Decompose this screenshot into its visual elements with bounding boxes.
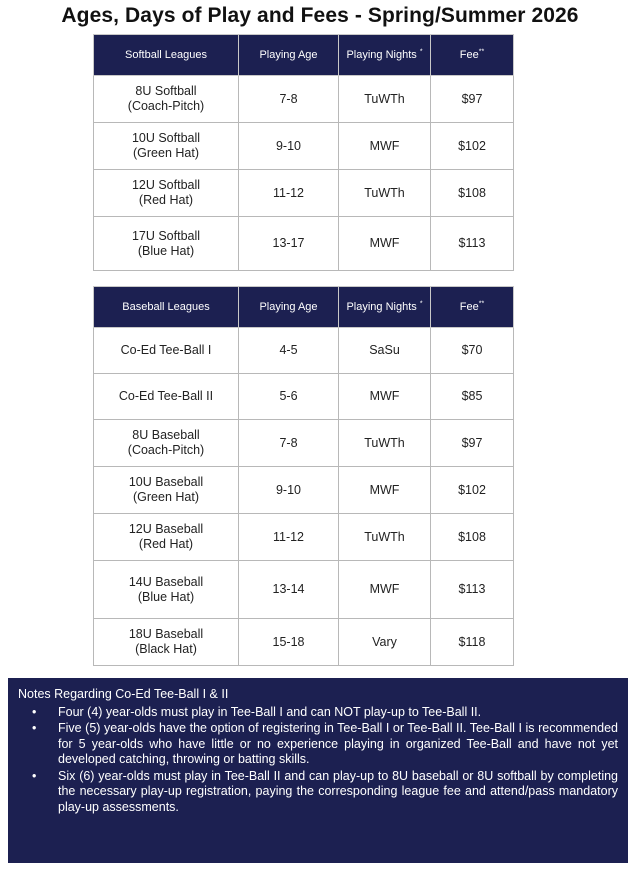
header-fee-label: Fee bbox=[459, 301, 479, 313]
league-name: 12U Baseball bbox=[128, 522, 204, 536]
playing-nights-cell: MWF bbox=[339, 561, 431, 619]
league-name: 18U Baseball bbox=[128, 627, 204, 641]
fee-cell: $118 bbox=[431, 619, 514, 666]
league-cell bbox=[94, 76, 239, 123]
league-name: 14U Baseball bbox=[128, 574, 204, 589]
header-playing-nights bbox=[339, 35, 431, 76]
table-row bbox=[94, 76, 514, 123]
league-cell bbox=[94, 420, 239, 467]
table-row bbox=[94, 467, 514, 514]
table-row bbox=[94, 170, 514, 217]
header-playing-nights bbox=[339, 287, 431, 328]
league-cell bbox=[94, 561, 239, 619]
bullet-icon: • bbox=[32, 704, 37, 719]
table-row bbox=[94, 420, 514, 467]
fee-cell: $113 bbox=[431, 217, 514, 271]
playing-nights-cell: MWF bbox=[339, 217, 431, 271]
notes-title: Notes Regarding Co-Ed Tee-Ball I & II bbox=[18, 687, 229, 701]
table-row bbox=[94, 374, 514, 420]
footnote-mark: ** bbox=[478, 48, 485, 56]
playing-age-cell: 5-6 bbox=[239, 374, 339, 420]
table-row bbox=[94, 123, 514, 170]
note-text: Five (5) year-olds have the option of registering in Tee-Ball I or Tee-Ball II. Tee-Ball I is recommended for 5 year-olds who have little or no experience playing in organized Tee-Ball and have not yet developed catching, throwing or batting skills. bbox=[58, 721, 618, 766]
league-subtitle: (Green Hat) bbox=[133, 146, 199, 160]
playing-age-cell: 9-10 bbox=[239, 467, 339, 514]
header-playing-nights-label: Playing Nights bbox=[346, 49, 417, 61]
playing-nights-cell: MWF bbox=[339, 123, 431, 170]
header-league: Baseball Leagues bbox=[94, 287, 239, 328]
playing-age-cell: 7-8 bbox=[239, 420, 339, 467]
league-cell bbox=[94, 170, 239, 217]
playing-nights-cell: MWF bbox=[339, 374, 431, 420]
league-name: Co-Ed Tee-Ball I bbox=[120, 343, 212, 357]
fee-cell: $97 bbox=[431, 420, 514, 467]
playing-nights-cell: Vary bbox=[339, 619, 431, 666]
league-cell bbox=[94, 514, 239, 561]
note-item bbox=[18, 721, 618, 768]
playing-nights-cell: TuWTh bbox=[339, 170, 431, 217]
softball-fees-table bbox=[93, 34, 514, 271]
playing-nights-cell: TuWTh bbox=[339, 76, 431, 123]
league-cell bbox=[94, 374, 239, 420]
league-name: 8U Baseball bbox=[132, 428, 200, 442]
league-cell bbox=[94, 619, 239, 666]
fee-cell: $108 bbox=[431, 170, 514, 217]
fee-cell: $108 bbox=[431, 514, 514, 561]
note-text: Six (6) year-olds must play in Tee-Ball II and can play-up to 8U baseball or 8U softball by completing the necessary play-up registration, paying the corresponding league fee and attend/pass mandatory play-up assessments. bbox=[58, 768, 618, 814]
league-subtitle: (Blue Hat) bbox=[137, 589, 195, 604]
notes-box bbox=[8, 678, 628, 863]
league-subtitle: (Red Hat) bbox=[138, 537, 194, 551]
playing-nights-cell: TuWTh bbox=[339, 514, 431, 561]
league-cell bbox=[94, 328, 239, 374]
notes-list bbox=[18, 705, 618, 816]
league-subtitle: (Black Hat) bbox=[135, 642, 197, 656]
playing-nights-cell: TuWTh bbox=[339, 420, 431, 467]
header-fee-label: Fee bbox=[459, 49, 479, 61]
league-name: 12U Softball bbox=[131, 178, 201, 192]
league-subtitle: (Coach-Pitch) bbox=[127, 443, 205, 457]
fee-cell: $97 bbox=[431, 76, 514, 123]
baseball-fees-table bbox=[93, 286, 514, 666]
playing-age-cell: 9-10 bbox=[239, 123, 339, 170]
footnote-mark: * bbox=[419, 300, 423, 308]
league-cell bbox=[94, 467, 239, 514]
league-name: Co-Ed Tee-Ball II bbox=[118, 389, 214, 403]
footnote-mark: ** bbox=[478, 300, 485, 308]
note-item bbox=[18, 705, 618, 721]
league-name: 8U Softball bbox=[135, 84, 197, 98]
table-row bbox=[94, 561, 514, 619]
bullet-icon: • bbox=[32, 721, 37, 735]
playing-nights-cell: SaSu bbox=[339, 328, 431, 374]
header-playing-nights-label: Playing Nights bbox=[346, 301, 417, 313]
footnote-mark: * bbox=[419, 48, 423, 56]
table-row bbox=[94, 328, 514, 374]
playing-nights-cell: MWF bbox=[339, 467, 431, 514]
fee-cell: $102 bbox=[431, 123, 514, 170]
bullet-icon: • bbox=[32, 768, 37, 783]
fee-cell: $70 bbox=[431, 328, 514, 374]
league-cell bbox=[94, 217, 239, 271]
header-league: Softball Leagues bbox=[94, 35, 239, 76]
playing-age-cell: 7-8 bbox=[239, 76, 339, 123]
playing-age-cell: 15-18 bbox=[239, 619, 339, 666]
league-name: 10U Baseball bbox=[128, 475, 204, 489]
header-playing-age: Playing Age bbox=[239, 287, 339, 328]
page-title: Ages, Days of Play and Fees - Spring/Summer 2026 bbox=[61, 4, 579, 27]
table-row bbox=[94, 514, 514, 561]
fee-cell: $102 bbox=[431, 467, 514, 514]
playing-age-cell: 4-5 bbox=[239, 328, 339, 374]
table-row bbox=[94, 217, 514, 271]
playing-age-cell: 13-14 bbox=[239, 561, 339, 619]
note-text: Four (4) year-olds must play in Tee-Ball I and can NOT play-up to Tee-Ball II. bbox=[58, 704, 482, 719]
playing-age-cell: 11-12 bbox=[239, 170, 339, 217]
league-cell bbox=[94, 123, 239, 170]
table-header-row bbox=[94, 35, 514, 76]
league-name: 10U Softball bbox=[131, 131, 201, 145]
league-subtitle: (Red Hat) bbox=[138, 193, 194, 207]
playing-age-cell: 13-17 bbox=[239, 217, 339, 271]
table-header-row bbox=[94, 287, 514, 328]
league-subtitle: (Green Hat) bbox=[133, 490, 199, 504]
table-row bbox=[94, 619, 514, 666]
note-item bbox=[18, 769, 618, 816]
fee-cell: $113 bbox=[431, 561, 514, 619]
playing-age-cell: 11-12 bbox=[239, 514, 339, 561]
header-fee bbox=[431, 287, 514, 328]
league-subtitle: (Coach-Pitch) bbox=[127, 99, 205, 113]
header-playing-age: Playing Age bbox=[239, 35, 339, 76]
league-name: 17U Softball bbox=[131, 228, 201, 243]
header-fee bbox=[431, 35, 514, 76]
league-subtitle: (Blue Hat) bbox=[137, 243, 195, 258]
fee-cell: $85 bbox=[431, 374, 514, 420]
